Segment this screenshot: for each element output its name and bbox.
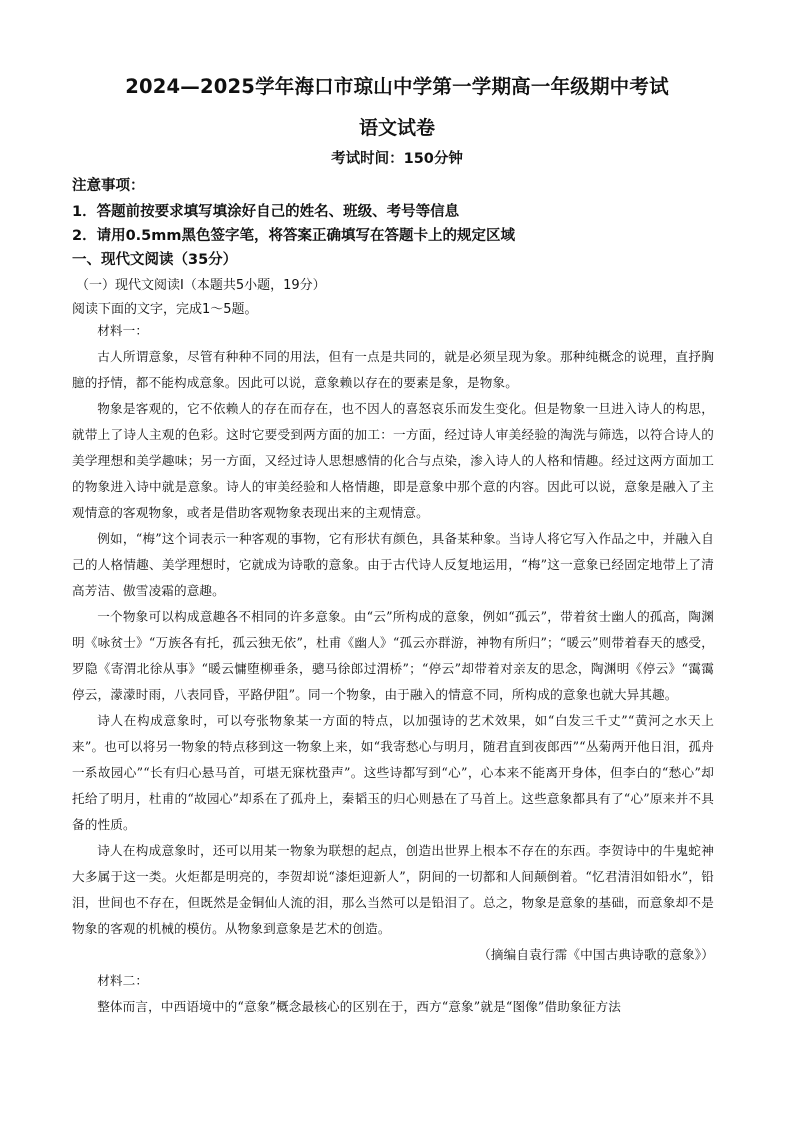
- material-one-source: （摘编自袁行霈《中国古典诗歌的意象》）: [478, 947, 714, 962]
- exam-time: 考试时间：150分钟: [331, 151, 463, 167]
- note-item-2: 2．请用0.5mm黑色签字笔，将答案正确填写在答题卡上的规定区域: [72, 228, 515, 244]
- exam-subtitle: 语文试卷: [358, 117, 435, 139]
- paragraph: 诗人在构成意象时，可以夸张物象某一方面的特点，以加强诗的艺术效果，如“白发三千丈”“黄河之水天上来”。也可以将另一物象的特点移到这一物象上来，如“我寄愁心与明月，随君直到夜郎西”“丛菊两开他日泪，孤舟一系故园心”“长有归心悬马首，可堪无寐枕蛩声”。这些诗都写到“心”，心本来不能离开身体，但李白的“愁心”却托给了明月，杜甫的“故园心”却系在了孤舟上，秦韬玉的归心则悬在了马首上。这些意象都具有了“心”原来并不具备的性质。: [72, 713, 714, 832]
- paragraph: 一个物象可以构成意趣各不相同的许多意象。由“云”所构成的意象，例如“孤云”，带着贫士幽人的孤高，陶渊明《咏贫士》“万族各有托，孤云独无依”，杜甫《幽人》“孤云亦群游，神物有所归”；“暖云”则带着春天的感受，罗隐《寄渭北徐从事》“暖云慵堕柳垂条，骢马徐郎过渭桥”；“停云”却带着对亲友的思念，陶渊明《停云》“霭霭停云，濛濛时雨，八表同昏，平路伊阻”。同一个物象，由于融入的情意不同，所构成的意象也就大异其趣。: [72, 609, 714, 702]
- paragraph: 整体而言，中西语境中的“意象”概念最核心的区别在于，西方“意象”就是“图像”借助象征方法: [97, 999, 621, 1014]
- paragraph: 古人所谓意象，尽管有种种不同的用法，但有一点是共同的，就是必须呈现为象。那种纯概念的说理，直抒胸臆的抒情，都不能构成意象。因此可以说，意象赖以存在的要素是象，是物象。: [72, 349, 714, 390]
- reading-passage: [72, 318, 714, 1020]
- material-one-label: 材料一：: [97, 323, 149, 338]
- paragraph: 例如，“梅”这个词表示一种客观的事物，它有形状有颜色，具备某种象。当诗人将它写入作品之中，并融入自己的人格情趣、美学理想时，它就成为诗歌的意象。由于古代诗人反复地运用，“梅”这一意象已经固定地带上了清高芳洁、傲雪凌霜的意趣。: [72, 531, 714, 598]
- notes-heading: 注意事项：: [72, 178, 145, 194]
- section-heading: 一、现代文阅读（35分）: [72, 252, 238, 268]
- sub-section-heading: （一）现代文阅读Ⅰ（本题共5小题，19分）: [76, 278, 326, 293]
- note-item-1: 1．答题前按要求填写填涂好自己的姓名、班级、考号等信息: [72, 204, 460, 220]
- reading-instruction: 阅读下面的文字，完成1～5题。: [72, 302, 258, 317]
- paragraph: 物象是客观的，它不依赖人的存在而存在，也不因人的喜怒哀乐而发生变化。但是物象一旦进入诗人的构思，就带上了诗人主观的色彩。这时它要受到两方面的加工：一方面，经过诗人审美经验的淘洗与筛选，以符合诗人的美学理想和美学趣味；另一方面，又经过诗人思想感情的化合与点染，渗入诗人的人格和情趣。经过这两方面加工的物象进入诗中就是意象。诗人的审美经验和人格情趣，即是意象中那个意的内容。因此可以说，意象是融入了主观情意的客观物象，或者是借助客观物象表现出来的主观情意。: [72, 401, 714, 520]
- paragraph: 诗人在构成意象时，还可以用某一物象为联想的起点，创造出世界上根本不存在的东西。李贺诗中的牛鬼蛇神大多属于这一类。火炬都是明亮的，李贺却说“漆炬迎新人”，阴间的一切都和人间颠倒着。“忆君清泪如铅水”，铅泪，世间也不存在，但既然是金铜仙人流的泪，那么当然可以是铅泪了。总之，物象是意象的基础，而意象却不是物象的客观的机械的模仿。从物象到意象是艺术的创造。: [72, 843, 714, 936]
- exam-title: 2024—2025学年海口市琼山中学第一学期高一年级期中考试: [125, 75, 669, 98]
- material-two-label: 材料二：: [97, 973, 149, 988]
